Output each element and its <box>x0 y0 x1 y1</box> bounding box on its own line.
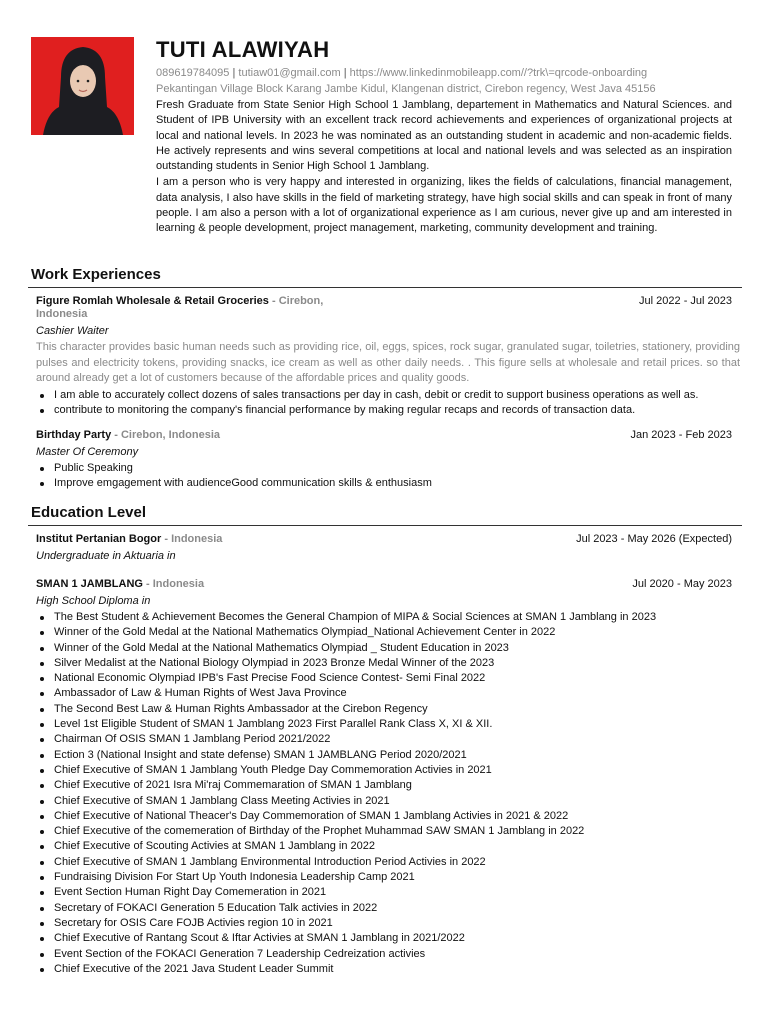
contact-line <box>156 66 732 80</box>
list-item: Silver Medalist at the National Biology Olympiad in 2023 Bronze Medal Winner of the 2023 <box>36 656 732 671</box>
entry-role: High School Diploma in <box>36 595 151 607</box>
section-title-work: Work Experiences <box>31 266 161 283</box>
list-item: Winner of the Gold Medal at the National Mathematics Olympiad_National Achievement Center in 2022 <box>36 625 732 640</box>
list-item: Improve emgagement with audienceGood communication skills & enthusiasm <box>36 476 732 491</box>
list-item: Secretary for OSIS Care FOJB Activies region 10 in 2021 <box>36 916 732 931</box>
entry-role: Undergraduate in Aktuaria in <box>36 550 176 562</box>
achievement-list <box>36 610 732 977</box>
phone-number: 089619784095 <box>156 67 230 79</box>
work-entry <box>36 429 732 492</box>
education-entry <box>36 578 732 977</box>
entry-date: Jul 2022 - Jul 2023 <box>639 295 732 307</box>
work-entry <box>36 295 740 418</box>
entry-location: - Cirebon, Indonesia <box>36 295 324 320</box>
list-item: Public Speaking <box>36 461 732 476</box>
profile-photo <box>31 37 134 135</box>
list-item: Ambassador of Law & Human Rights of West Java Province <box>36 686 732 701</box>
separator: | <box>343 67 350 79</box>
resume-header <box>156 36 732 237</box>
list-item: contribute to monitoring the company's financial performance by making regular recaps and records of transaction data. <box>36 403 732 418</box>
entry-org-line <box>36 533 222 546</box>
entry-location: - Cirebon, Indonesia <box>114 429 220 441</box>
summary-paragraph: Fresh Graduate from State Senior High School 1 Jamblang, departement in Mathematics and Natural Sciences. and Student of IPB University with an excellent track record achievements and experiences of organizational projects at local and national levels. In 2023 he was nominated as an outstanding student in academic and non-academic fields. He actively represents and wins several competitions at local and national levels and was selected as an inspiration outstanding students in Senior High School 1 Jamblang. <box>156 99 732 173</box>
list-item: Chairman Of OSIS SMAN 1 Jamblang Period 2021/2022 <box>36 732 732 747</box>
list-item: I am able to accurately collect dozens of sales transactions per day in cash, debit or credit to support business operations as well as. <box>36 388 732 403</box>
list-item: Level 1st Eligible Student of SMAN 1 Jamblang 2023 First Parallel Rank Class X, XI & XII. <box>36 717 732 732</box>
entry-date: Jul 2023 - May 2026 (Expected) <box>576 533 732 545</box>
list-item: Fundraising Division For Start Up Youth Indonesia Leadership Camp 2021 <box>36 870 732 885</box>
list-item: The Best Student & Achievement Becomes the General Champion of MIPA & Social Sciences at SMAN 1 Jamblang in 2023 <box>36 610 732 625</box>
list-item: Chief Executive of the comemeration of Birthday of the Prophet Muhammad SAW SMAN 1 Jamblang in 2022 <box>36 824 732 839</box>
section-divider <box>28 525 742 526</box>
entry-org-line <box>36 578 204 591</box>
list-item: Chief Executive of SMAN 1 Jamblang Youth Pledge Day Commemoration Activies in 2021 <box>36 763 732 778</box>
candidate-name: TUTI ALAWIYAH <box>156 37 330 62</box>
summary-paragraph: I am a person who is very happy and interested in organizing, likes the fields of calculations, financial management, data analysis, I also have skills in the field of marketing strategy, have high social skills and can speak in front of many people. I am also a person with a lot of organizational experience as I am curious, never give up and am interested in learning & people development, project management, marketing, community development and training. <box>156 176 732 235</box>
list-item: Chief Executive of Rantang Scout & Iftar Activies at SMAN 1 Jamblang in 2021/2022 <box>36 931 732 946</box>
entry-org: Birthday Party <box>36 429 112 441</box>
entry-header <box>36 578 732 591</box>
entry-location: - Indonesia <box>164 533 223 545</box>
section-title-education: Education Level <box>31 504 147 521</box>
list-item: Event Section Human Right Day Comemeration in 2021 <box>36 885 732 900</box>
entry-org-line <box>36 429 220 442</box>
entry-header <box>36 533 732 546</box>
portrait-illustration <box>31 37 134 135</box>
entry-bullets <box>36 388 732 419</box>
list-item: Chief Executive of SMAN 1 Jamblang Class Meeting Activies in 2021 <box>36 794 732 809</box>
entry-role: Master Of Ceremony <box>36 446 139 458</box>
entry-date: Jul 2020 - May 2023 <box>632 578 732 590</box>
profile-link[interactable]: https://www.linkedinmobileapp.com//?trk\=qrcode-onboarding <box>349 67 648 79</box>
list-item: Chief Executive of 2021 Isra Mi'raj Commemaration of SMAN 1 Jamblang <box>36 778 732 793</box>
entry-header <box>36 295 732 321</box>
list-item: Chief Executive of SMAN 1 Jamblang Environmental Introduction Period Activies in 2022 <box>36 855 732 870</box>
summary <box>156 98 732 237</box>
entry-location: - Indonesia <box>146 578 205 590</box>
entry-role: Cashier Waiter <box>36 325 109 337</box>
entry-bullets <box>36 461 732 492</box>
list-item: Ection 3 (National Insight and state defense) SMAN 1 JAMBLANG Period 2020/2021 <box>36 748 732 763</box>
list-item: Winner of the Gold Medal at the National Mathematics Olympiad _ Student Education in 2023 <box>36 641 732 656</box>
entry-header <box>36 429 732 442</box>
list-item: Chief Executive of Scouting Activies at SMAN 1 Jamblang in 2022 <box>36 839 732 854</box>
list-item: The Second Best Law & Human Rights Ambassador at the Cirebon Regency <box>36 702 732 717</box>
list-item: National Economic Olympiad IPB's Fast Precise Food Science Contest- Semi Final 2022 <box>36 671 732 686</box>
list-item: Chief Executive of National Theacer's Day Commemoration of SMAN 1 Jamblang Activies in 2021 & 2022 <box>36 809 732 824</box>
entry-org-line <box>36 295 356 321</box>
list-item: Chief Executive of the 2021 Java Student Leader Summit <box>36 962 732 977</box>
education-entry <box>36 533 732 564</box>
entry-org: Institut Pertanian Bogor <box>36 533 162 545</box>
address: Pekantingan Village Block Karang Jambe Kidul, Klangenan district, Cirebon regency, West Java 45156 <box>156 83 656 95</box>
email-link[interactable]: tutiaw01@gmail.com <box>238 67 341 79</box>
section-divider <box>28 287 742 288</box>
list-item: Event Section of the FOKACI Generation 7 Leadership Cedreization activies <box>36 947 732 962</box>
entry-org: Figure Romlah Wholesale & Retail Groceries <box>36 295 269 307</box>
separator: | <box>232 67 239 79</box>
entry-org: SMAN 1 JAMBLANG <box>36 578 143 590</box>
entry-date: Jan 2023 - Feb 2023 <box>630 429 732 441</box>
list-item: Secretary of FOKACI Generation 5 Education Talk activies in 2022 <box>36 901 732 916</box>
entry-description: This character provides basic human needs such as providing rice, oil, eggs, spices, rock sugar, granulated sugar, toiletries, stationery, providing pulses and electricity tokens, providing snacks, ice cream as well as other daily needs. . This figure sells at wholesale and retail prices. so that around already get a lot of customers because of the affordable prices and quality goods. <box>36 341 740 384</box>
